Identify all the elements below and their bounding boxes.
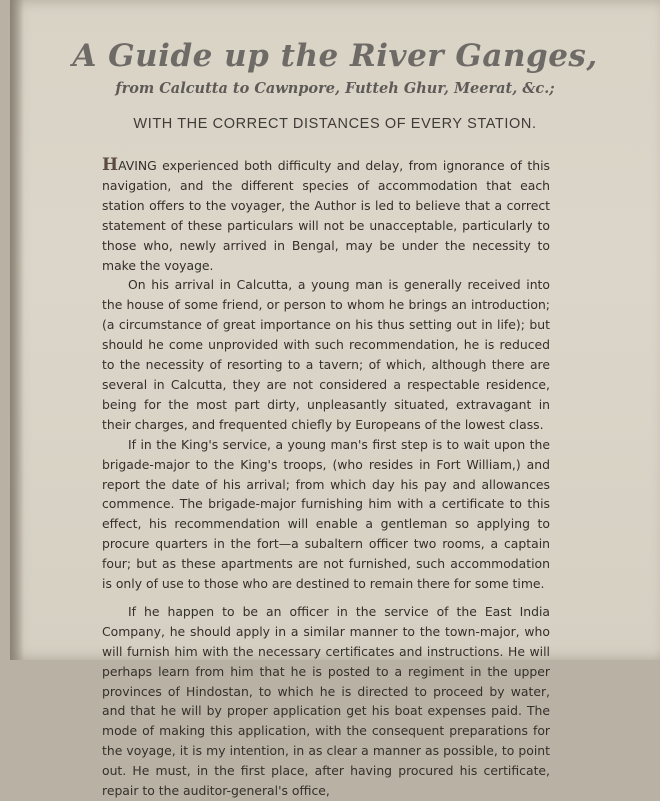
page-subheading: WITH THE CORRECT DISTANCES OF EVERY STATION. bbox=[133, 116, 537, 132]
page-gutter-shadow bbox=[10, 0, 24, 660]
paragraph-1-caps: AVING bbox=[118, 158, 157, 173]
paragraph-2: On his arrival in Calcutta, a young man is generally received into the house of some friend, or person to whom he brings an introduction; (a circumstance of great importance on his thus setting out in life); but should he come unprovided with such recommendation, he is reduced to the necessity of resorting to a tavern; of which, although there are several in Calcutta, they are not considered a respectable residence, being for the most part dirty, unpleasantly situated, extravagant in their charges, and frequented chiefly by Europeans of the lowest class. bbox=[102, 277, 550, 432]
paragraph-4: If he happen to be an officer in the service of the East India Company, he should apply in a similar manner to the town-major, who will furnish him with the necessary certificates and instructions. He will perhaps learn from him that he is posted to a regiment in the upper provinces of Hindostan, to which he is directed to proceed by water, and that he will by proper application get his boat expenses paid. The mode of making this application, with the consequent preparations for the voyage, it is my intention, in as clear a manner as possible, to point out. He must, in the first place, after having procured his certificate, repair to the auditor-general's office, bbox=[102, 603, 550, 799]
drop-cap: H bbox=[102, 155, 119, 175]
paragraph-3: If in the King's service, a young man's first step is to wait upon the brigade-major to the King's troops, (who resides in Fort William,) and report the date of his arrival; from which day his pay and allowances commence. The brigade-major furnishing him with a certificate to this effect, his recommendation will enable a gentleman so applying to procure quarters in the fort—a subaltern officer two rooms, a captain four; but as these apartments are not furnished, such accommodation is only of use to those who are destined to remain there for some time. bbox=[102, 436, 550, 592]
body-text bbox=[102, 156, 550, 801]
page-title: A Guide up the River Ganges, bbox=[72, 38, 598, 74]
page-subtitle: from Calcutta to Cawnpore, Futteh Ghur, Meerat, &c.; bbox=[115, 80, 555, 97]
paragraph-1-text: experienced both difficulty and delay, from ignorance of this navigation, and the different species of accommodation that each station offers to the voyager, the Author is led to believe that a correct statement of these particulars will not be unacceptable, particularly to those who, newly arrived in Bengal, may be under the necessity to make the voyage. bbox=[102, 158, 550, 273]
book-page bbox=[10, 0, 660, 799]
paragraph-1 bbox=[102, 156, 550, 275]
